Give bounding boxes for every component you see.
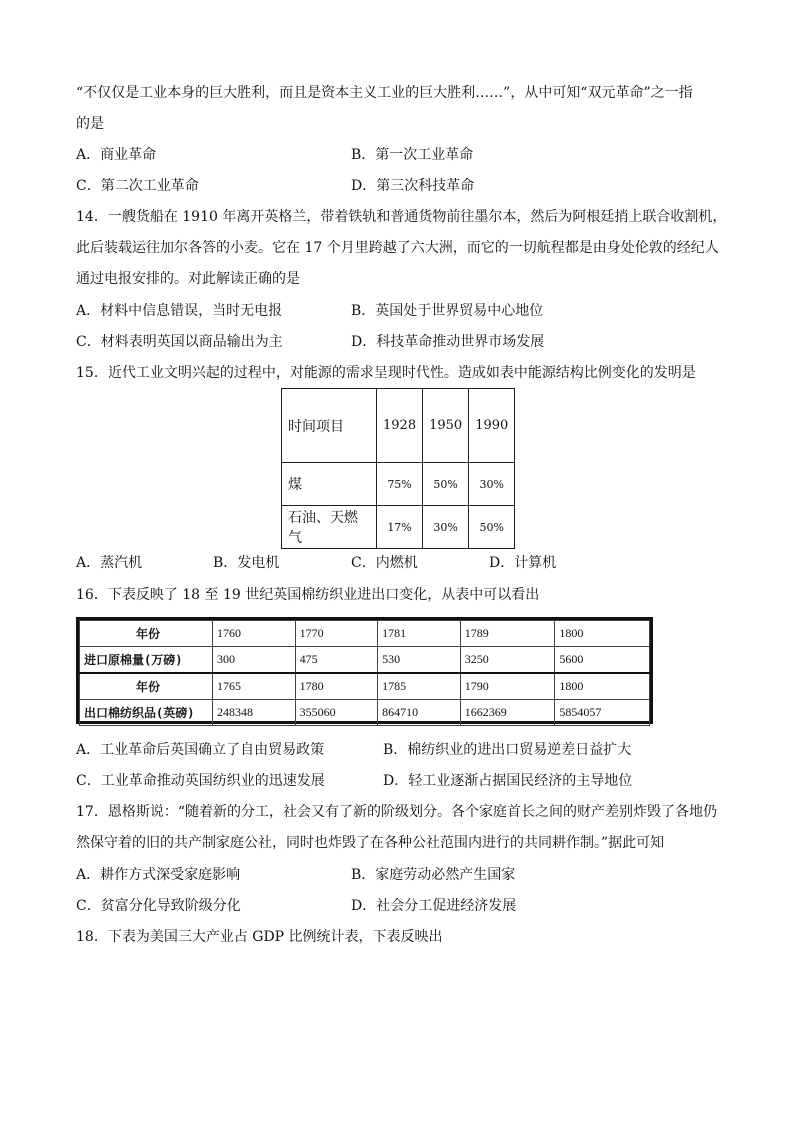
q14-option-a: A．材料中信息错误，当时无电报 (76, 303, 283, 319)
q15-option-b: B．发电机 (213, 555, 280, 571)
table-cell: 1780 (295, 673, 378, 700)
table-row (282, 506, 515, 549)
cotton-trade-table (76, 617, 653, 724)
table-cell: 3250 (460, 647, 555, 674)
q17-stem-line2: 然保守着的旧的共产制家庭公社，同时也炸毁了在各种公社范围内进行的共同耕作制。”据此可知 (76, 835, 665, 851)
q14-option-c: C．材料表明英国以商品输出为主 (76, 334, 283, 350)
table-cell: 出口棉纺织品(英磅) (80, 700, 213, 726)
table-cell: 248348 (213, 700, 296, 726)
table-cell: 1950 (423, 389, 469, 463)
q16-option-c: C．工业革命推动英国纺织业的迅速发展 (76, 773, 325, 789)
table-cell: 50% (469, 506, 515, 549)
energy-structure-table (281, 388, 515, 549)
table-cell: 475 (295, 647, 378, 674)
table-row (282, 389, 515, 463)
table-cell: 1765 (213, 673, 296, 700)
table-cell: 时间项目 (282, 389, 377, 463)
q15-stem-line1: 15．近代工业文明兴起的过程中，对能源的需求呈现时代性。造成如表中能源结构比例变化的发明是 (76, 365, 696, 381)
q17-option-c: C．贫富分化导致阶级分化 (76, 898, 241, 914)
table-cell: 1785 (378, 673, 461, 700)
table-row (80, 673, 650, 700)
table-cell: 50% (423, 463, 469, 506)
table-cell: 1770 (295, 621, 378, 647)
q17-stem-line1: 17．恩格斯说：“随着新的分工，社会又有了新的阶级划分。各个家庭首长之间的财产差别炸毁了各地仍 (76, 804, 717, 820)
table-cell: 1928 (377, 389, 423, 463)
q15-option-a: A．蒸汽机 (76, 555, 143, 571)
q17-option-a: A．耕作方式深受家庭影响 (76, 867, 241, 883)
table-cell: 1800 (555, 673, 650, 700)
q16-option-d: D．轻工业逐渐占据国民经济的主导地位 (383, 773, 633, 789)
q16-option-a: A．工业革命后英国确立了自由贸易政策 (76, 742, 325, 758)
table-cell: 1800 (555, 621, 650, 647)
q15-option-d: D．计算机 (489, 555, 557, 571)
table-cell: 530 (378, 647, 461, 674)
q13-stem-line2: 的是 (76, 116, 104, 132)
q18-stem-line1: 18．下表为美国三大产业占 GDP 比例统计表，下表反映出 (76, 929, 443, 945)
table-cell: 1781 (378, 621, 461, 647)
table-cell: 1760 (213, 621, 296, 647)
table-cell: 5854057 (555, 700, 650, 726)
table-cell: 17% (377, 506, 423, 549)
table-cell: 年份 (80, 673, 213, 700)
q14-option-d: D．科技革命推动世界市场发展 (351, 334, 545, 350)
table-row (80, 621, 650, 647)
table-cell: 1789 (460, 621, 555, 647)
table-cell: 煤 (282, 463, 377, 506)
q14-stem-line1: 14．一艘货船在 1910 年离开英格兰，带着铁轨和普通货物前往墨尔本，然后为阿根廷捎上联合收割机， (76, 209, 727, 225)
q14-option-b: B．英国处于世界贸易中心地位 (351, 303, 544, 319)
table-cell: 进口原棉量(万磅) (80, 647, 213, 674)
table-row (282, 463, 515, 506)
q17-option-d: D．社会分工促进经济发展 (351, 898, 517, 914)
table-cell: 300 (213, 647, 296, 674)
table-cell: 30% (423, 506, 469, 549)
table-cell: 355060 (295, 700, 378, 726)
q13-option-c: C．第二次工业革命 (76, 178, 199, 194)
table-cell: 1790 (460, 673, 555, 700)
q13-option-d: D．第三次科技革命 (351, 178, 475, 194)
q16-stem-line1: 16．下表反映了 18 至 19 世纪英国棉纺织业进出口变化，从表中可以看出 (76, 587, 540, 603)
table-cell: 30% (469, 463, 515, 506)
q17-option-b: B．家庭劳动必然产生国家 (351, 867, 516, 883)
table-cell: 864710 (378, 700, 461, 726)
q13-option-b: B．第一次工业革命 (351, 147, 474, 163)
table-cell: 1662369 (460, 700, 555, 726)
table-row (80, 647, 650, 674)
table-cell: 1990 (469, 389, 515, 463)
table-cell: 75% (377, 463, 423, 506)
q14-stem-line2: 此后装载运往加尔各答的小麦。它在 17 个月里跨越了六大洲，而它的一切航程都是由身处伦敦的经纪人 (76, 240, 719, 256)
q13-stem-line1: “不仅仅是工业本身的巨大胜利，而且是资本主义工业的巨大胜利……”，从中可知“双元革命”之一指 (76, 85, 693, 101)
table-cell: 石油、天燃气 (282, 506, 377, 549)
q14-stem-line3: 通过电报安排的。对此解读正确的是 (76, 271, 300, 287)
q15-option-c: C．内燃机 (351, 555, 418, 571)
q13-option-a: A．商业革命 (76, 147, 157, 163)
q16-option-b: B．棉纺织业的进出口贸易逆差日益扩大 (383, 742, 632, 758)
table-cell: 年份 (80, 621, 213, 647)
table-row (80, 700, 650, 726)
table-cell: 5600 (555, 647, 650, 674)
